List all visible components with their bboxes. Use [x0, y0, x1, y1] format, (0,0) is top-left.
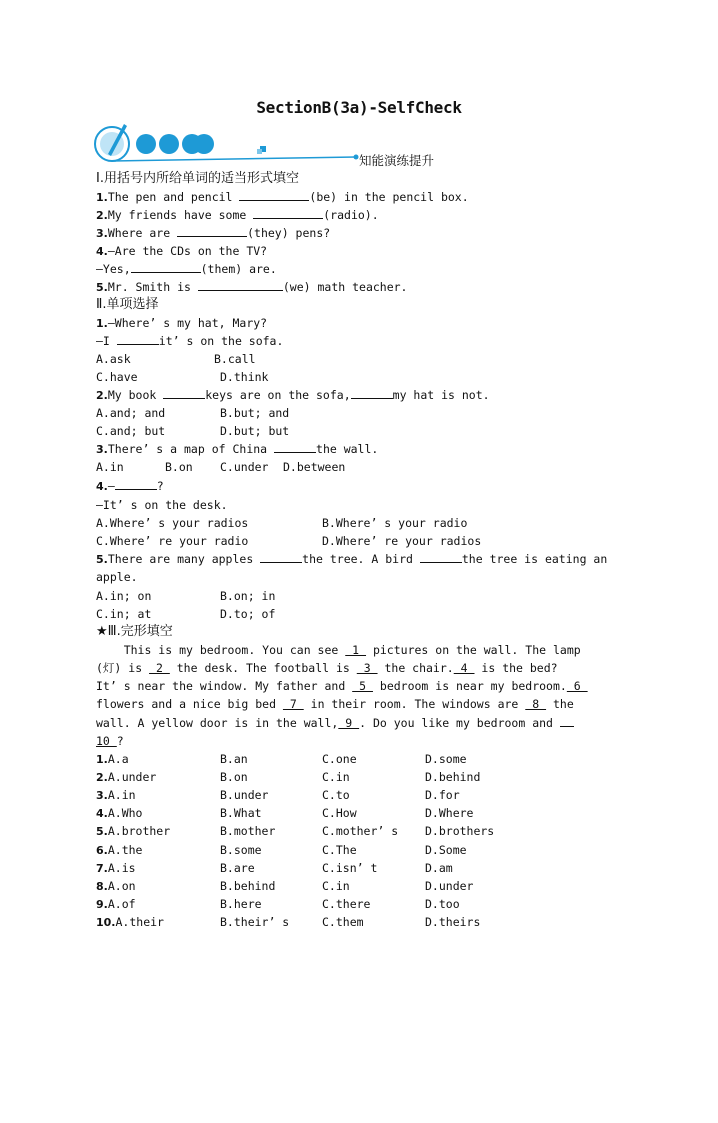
- option-c[interactable]: C.to: [322, 788, 350, 803]
- section-2-heading: Ⅱ.单项选择: [96, 297, 159, 312]
- option-b[interactable]: B.on: [165, 460, 193, 474]
- option-b[interactable]: B.call: [214, 352, 256, 366]
- cloze-option-row: [96, 750, 129, 769]
- passage-text: in their room. The windows are: [303, 697, 526, 711]
- question-number: 4.: [96, 807, 108, 821]
- option-b[interactable]: B.some: [220, 842, 262, 857]
- option-c[interactable]: C.and; but: [96, 424, 166, 438]
- passage-text: It’ s near the window. My father and: [96, 679, 353, 693]
- option-b[interactable]: B.on; in: [220, 589, 276, 603]
- section-1-heading: Ⅰ.用括号内所给单词的适当形式填空: [96, 171, 299, 186]
- question-text: (we) math teacher.: [282, 280, 408, 294]
- passage-text: This is my bedroom. You can see: [96, 643, 346, 657]
- passage-blank[interactable]: 7: [282, 697, 304, 711]
- passage-blank[interactable]: 4: [453, 661, 475, 675]
- question-text: —Yes,: [96, 262, 131, 276]
- option-d[interactable]: D.but; but: [220, 424, 290, 438]
- option-c[interactable]: C.under: [220, 460, 269, 474]
- answer-blank[interactable]: [260, 550, 302, 563]
- answer-blank[interactable]: [420, 550, 462, 563]
- option-a[interactable]: A.Who: [107, 806, 143, 821]
- passage-text: the chair.: [377, 661, 454, 675]
- page-title: SectionB(3a)-SelfCheck: [256, 98, 462, 117]
- cloze-option-row: [96, 786, 136, 805]
- option-d[interactable]: D.theirs: [425, 914, 481, 929]
- answer-blank[interactable]: [239, 188, 309, 201]
- answer-blank[interactable]: [253, 206, 323, 219]
- option-a[interactable]: A.the: [107, 842, 143, 857]
- question-text: Mr. Smith is: [107, 280, 198, 294]
- question-number: 10.: [96, 915, 116, 929]
- passage-text: pictures on the wall. The lamp: [366, 643, 581, 657]
- passage-blank[interactable]: 8: [525, 697, 547, 711]
- passage-text: ?: [116, 734, 124, 748]
- option-c[interactable]: C.in: [322, 770, 350, 785]
- passage-blank[interactable]: 5: [352, 679, 373, 693]
- option-c[interactable]: C.mother’ s: [322, 824, 399, 839]
- option-c[interactable]: C.How: [322, 806, 357, 821]
- answer-blank[interactable]: [177, 224, 247, 237]
- option-d[interactable]: D.am: [425, 860, 453, 875]
- option-b[interactable]: B.an: [220, 752, 248, 766]
- question-text: There’ s a map of China: [107, 442, 275, 456]
- passage-text: is the bed?: [474, 661, 558, 675]
- option-d[interactable]: D.Where’ re your radios: [322, 534, 482, 548]
- option-b[interactable]: B.mother: [220, 824, 276, 839]
- passage-text: flowers and a nice big bed: [96, 697, 283, 711]
- passage-text: the desk. The football is: [169, 661, 357, 675]
- question-number: 1.: [96, 191, 108, 204]
- question-number: 7.: [96, 861, 108, 875]
- option-d[interactable]: D.Some: [425, 842, 467, 857]
- passage-line: [96, 641, 581, 659]
- option-b[interactable]: B.under: [220, 788, 269, 803]
- option-c[interactable]: C.in; at: [96, 607, 152, 621]
- question-number: 3.: [96, 443, 108, 456]
- option-d[interactable]: D.between: [283, 460, 346, 474]
- question-text: My book: [107, 388, 164, 402]
- passage-text: (灯) is: [96, 661, 150, 675]
- cloze-option-row: [96, 877, 136, 896]
- pencil-circle-icon: [95, 124, 129, 161]
- passage-text: wall. A yellow door is in the wall,: [96, 716, 339, 730]
- option-b[interactable]: B.Where’ s your radio: [322, 516, 468, 530]
- cloze-option-row: [96, 895, 136, 914]
- option-a[interactable]: A.ask: [96, 352, 131, 366]
- question: [96, 386, 490, 405]
- passage-text: . Do you like my bedroom and: [359, 716, 560, 730]
- question-text: (they) pens?: [247, 226, 331, 240]
- question-number: 3.: [96, 789, 108, 803]
- cloze-option-row: [96, 822, 170, 841]
- option-a[interactable]: A.a: [107, 752, 129, 766]
- passage-blank[interactable]: [560, 714, 574, 727]
- answer-blank[interactable]: [117, 332, 159, 345]
- answer-blank[interactable]: [274, 440, 316, 453]
- question-text: The pen and pencil: [107, 190, 240, 204]
- passage-line: [96, 714, 574, 732]
- question-number: 8.: [96, 879, 108, 893]
- passage-line: [96, 695, 574, 713]
- cloze-option-row: [96, 913, 164, 932]
- section-3-heading: ★Ⅲ.完形填空: [96, 624, 173, 639]
- option-c[interactable]: C.The: [322, 842, 357, 857]
- passage-line: [96, 677, 588, 695]
- question: [96, 314, 267, 333]
- option-d[interactable]: D.to; of: [220, 607, 276, 621]
- option-b[interactable]: B.here: [220, 896, 262, 911]
- question-text: (radio).: [323, 208, 379, 222]
- option-d[interactable]: D.some: [425, 752, 467, 766]
- option-c[interactable]: C.one: [322, 752, 357, 766]
- question-text: —Where’ s my hat, Mary?: [107, 316, 268, 330]
- question-text: (be) in the pencil box.: [309, 190, 469, 204]
- passage-line: [96, 659, 558, 677]
- question: [96, 550, 607, 569]
- option-c[interactable]: C.there: [322, 896, 371, 911]
- option-c[interactable]: C.isn’ t: [322, 860, 378, 875]
- question-text: —: [107, 479, 115, 493]
- option-d[interactable]: D.for: [425, 788, 460, 803]
- question: [96, 278, 407, 297]
- question: [96, 242, 267, 261]
- option-c[interactable]: C.in: [322, 878, 350, 893]
- question: [96, 260, 277, 278]
- answer-blank[interactable]: [131, 260, 201, 273]
- answer-blank[interactable]: [351, 386, 393, 399]
- question: [96, 477, 164, 496]
- option-d[interactable]: D.brothers: [425, 824, 495, 839]
- passage-blank[interactable]: 2: [149, 661, 170, 675]
- option-a[interactable]: A.on: [107, 878, 136, 893]
- option-b[interactable]: B.are: [220, 860, 255, 875]
- dots-decoration: [136, 134, 214, 154]
- passage-blank[interactable]: 9: [338, 716, 360, 730]
- cloze-option-row: [96, 859, 136, 878]
- question-line: apple.: [96, 570, 138, 584]
- option-b[interactable]: B.behind: [220, 878, 276, 893]
- question-text: —I: [96, 334, 117, 348]
- option-a[interactable]: A.is: [107, 860, 136, 875]
- question-text: My friends have some: [107, 208, 254, 222]
- question-number: 6.: [96, 843, 108, 857]
- question: [96, 188, 469, 207]
- option-a[interactable]: A.of: [107, 896, 136, 911]
- passage-blank[interactable]: 3: [356, 661, 378, 675]
- question-text: the wall.: [316, 442, 379, 456]
- question-number: 4.: [96, 480, 108, 493]
- passage-text: bedroom is near my bedroom.: [372, 679, 567, 693]
- question-number: 1.: [96, 317, 108, 330]
- question-text: keys are on the sofa,: [205, 388, 351, 402]
- passage-text: the: [546, 697, 574, 711]
- question-text: (them) are.: [200, 262, 277, 276]
- cloze-option-row: [96, 804, 142, 823]
- question-number: 3.: [96, 227, 108, 240]
- answer-blank[interactable]: [163, 386, 205, 399]
- cloze-option-row: [96, 841, 142, 860]
- question: [96, 332, 283, 350]
- option-a[interactable]: A.Where’ s your radios: [96, 516, 249, 530]
- question-number: 2.: [96, 771, 108, 785]
- question-number: 5.: [96, 281, 108, 294]
- option-d[interactable]: D.think: [220, 370, 269, 384]
- option-d[interactable]: D.under: [425, 878, 474, 893]
- question-number: 5.: [96, 553, 108, 566]
- option-d[interactable]: D.too: [425, 896, 460, 911]
- option-b[interactable]: B.What: [220, 806, 262, 821]
- option-d[interactable]: D.Where: [425, 806, 474, 821]
- question-number: 2.: [96, 209, 108, 222]
- passage-blank[interactable]: 1: [345, 643, 367, 657]
- answer-blank[interactable]: [115, 477, 157, 490]
- answer-blank[interactable]: [198, 278, 283, 291]
- question-text: Where are: [107, 226, 178, 240]
- option-b[interactable]: B.on: [220, 770, 248, 785]
- option-b[interactable]: B.but; and: [220, 406, 290, 420]
- question: [96, 206, 379, 225]
- option-c[interactable]: C.Where’ re your radio: [96, 534, 249, 548]
- question-text: my hat is not.: [392, 388, 490, 402]
- question-text: the tree is eating an: [461, 552, 608, 566]
- option-a[interactable]: A.in; on: [96, 589, 152, 603]
- question-number: 1.: [96, 753, 108, 766]
- option-b[interactable]: B.their’ s: [220, 914, 290, 929]
- question-text: ?: [156, 479, 164, 493]
- cloze-option-row: [96, 768, 156, 787]
- question-text: it’ s on the sofa.: [158, 334, 284, 348]
- question: [96, 224, 330, 243]
- banner-label: 知能演练提升: [359, 153, 435, 168]
- option-a[interactable]: A.brother: [107, 824, 171, 839]
- question-number: 5.: [96, 825, 108, 839]
- question-text: There are many apples: [107, 552, 261, 566]
- question-text: the tree. A bird: [302, 552, 420, 566]
- option-a[interactable]: A.and; and: [96, 406, 166, 420]
- passage-line: [96, 732, 124, 750]
- option-a[interactable]: A.in: [96, 460, 124, 474]
- option-d[interactable]: D.behind: [425, 770, 481, 785]
- question: [96, 440, 378, 459]
- question-text: —Are the CDs on the TV?: [107, 244, 268, 258]
- question-number: 4.: [96, 245, 108, 258]
- option-a[interactable]: A.their: [115, 914, 164, 929]
- option-a[interactable]: A.in: [107, 788, 136, 803]
- question-line: —It’ s on the desk.: [96, 498, 228, 512]
- option-c[interactable]: C.have: [96, 370, 138, 384]
- option-c[interactable]: C.them: [322, 914, 364, 929]
- option-a[interactable]: A.under: [107, 770, 157, 785]
- question-number: 9.: [96, 897, 108, 911]
- passage-blank[interactable]: 6: [566, 679, 588, 693]
- passage-blank[interactable]: 10: [96, 734, 117, 748]
- question-number: 2.: [96, 389, 108, 402]
